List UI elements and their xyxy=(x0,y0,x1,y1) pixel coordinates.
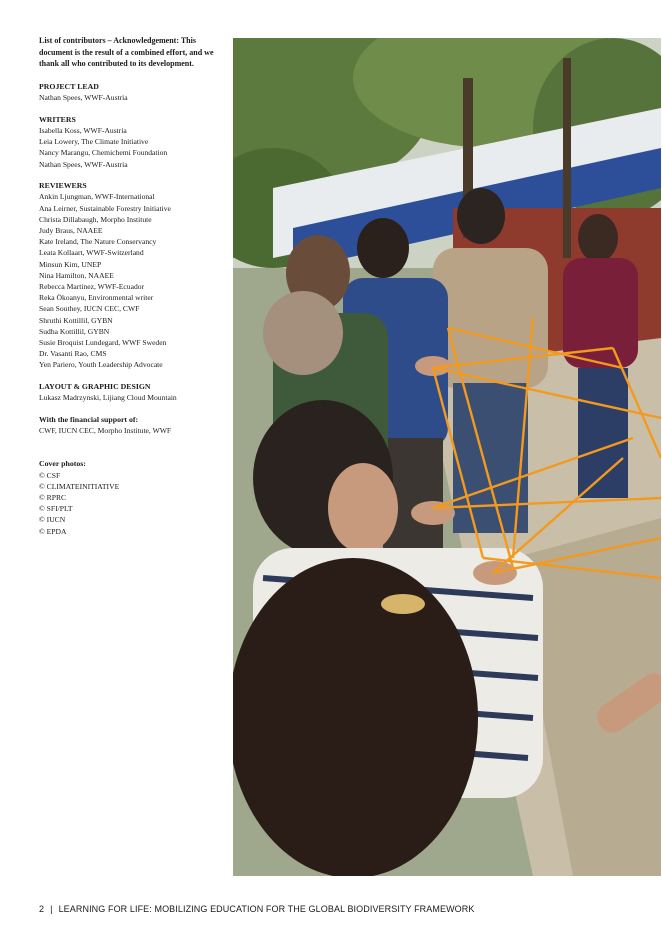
contributor-entry: Nathan Spees, WWF-Austria xyxy=(39,92,128,102)
document-title: LEARNING FOR LIFE: MOBILIZING EDUCATION FOR THE GLOBAL BIODIVERSITY FRAMEWORK xyxy=(58,904,475,914)
section-writers xyxy=(39,114,219,170)
contributor-entry: Leata Kollaart, WWF-Switzerland xyxy=(39,248,144,258)
contributor-entry: Minsun Kim, UNEP xyxy=(39,259,102,269)
contributor-entry: Shruthi Kottillil, GYBN xyxy=(39,315,113,325)
contributor-entry: Nathan Spees, WWF-Austria xyxy=(39,159,128,169)
page-footer xyxy=(39,904,475,914)
contributor-entry: Lukasz Madrzynski, Lijiang Cloud Mountain xyxy=(39,393,177,403)
page-number: 2 xyxy=(39,904,45,914)
contributor-entry: Ankin Ljungman, WWF-International xyxy=(39,192,155,202)
acknowledgement-intro: List of contributors – Acknowledgement: This document is the result of a combined effort, and we thank all who contributed to its development. xyxy=(39,36,214,69)
photo-credit: © CLIMATEINITIATIVE xyxy=(39,481,120,491)
section-heading: LAYOUT & GRAPHIC DESIGN xyxy=(39,382,151,392)
contributor-entry: Yen Pariero, Youth Leadership Advocate xyxy=(39,360,163,370)
contributor-entry: Isabella Koss, WWF-Austria xyxy=(39,125,127,135)
contributor-entry: Nancy Marangu, Chemichemi Foundation xyxy=(39,148,168,158)
section-heading: Cover photos: xyxy=(39,459,86,469)
contributor-entry: Susie Broquist Lundegard, WWF Sweden xyxy=(39,338,167,348)
section-project-lead xyxy=(39,81,219,103)
section-cover-photos xyxy=(39,458,219,536)
section-reviewers xyxy=(39,180,219,370)
contributor-entry: Leia Lowery, The Climate Initiative xyxy=(39,137,149,147)
section-heading: WRITERS xyxy=(39,114,76,124)
footer-separator: | xyxy=(50,904,53,914)
contributor-entry: Christa Dillabaugh, Morpho Institute xyxy=(39,214,152,224)
contributor-entry: Reka Ökoanyu, Environmental writer xyxy=(39,293,154,303)
section-layout-design xyxy=(39,381,219,403)
contributor-entry: Rebecca Martinez, WWF-Ecuador xyxy=(39,282,145,292)
section-heading: PROJECT LEAD xyxy=(39,81,99,91)
contributor-entry: Nina Hamilton, NAAEE xyxy=(39,270,114,280)
contributor-entry: Ana Leirner, Sustainable Forestry Initiative xyxy=(39,203,171,213)
section-financial-support xyxy=(39,414,219,436)
contributor-entry: Dr. Vasanti Rao, CMS xyxy=(39,349,107,359)
section-heading: REVIEWERS xyxy=(39,181,87,191)
contributors-column xyxy=(39,35,219,547)
section-heading: With the financial support of: xyxy=(39,415,139,425)
photo-credit: © IUCN xyxy=(39,515,66,525)
photo-credit: © CSF xyxy=(39,470,61,480)
photo-credit: © SFI/PLT xyxy=(39,504,73,514)
contributor-entry: Judy Braus, NAAEE xyxy=(39,226,103,236)
contributor-entry: Kate Ireland, The Nature Conservancy xyxy=(39,237,157,247)
photo-credit: © RPRC xyxy=(39,493,67,503)
group-activity-photo xyxy=(233,38,661,876)
contributor-entry: Sean Southey, IUCN CEC, CWF xyxy=(39,304,140,314)
contributor-entry: Sudha Kottillil, GYBN xyxy=(39,326,110,336)
photo-credit: © EPDA xyxy=(39,526,67,536)
contributor-entry: CWF, IUCN CEC, Morpho Institute, WWF xyxy=(39,426,172,436)
